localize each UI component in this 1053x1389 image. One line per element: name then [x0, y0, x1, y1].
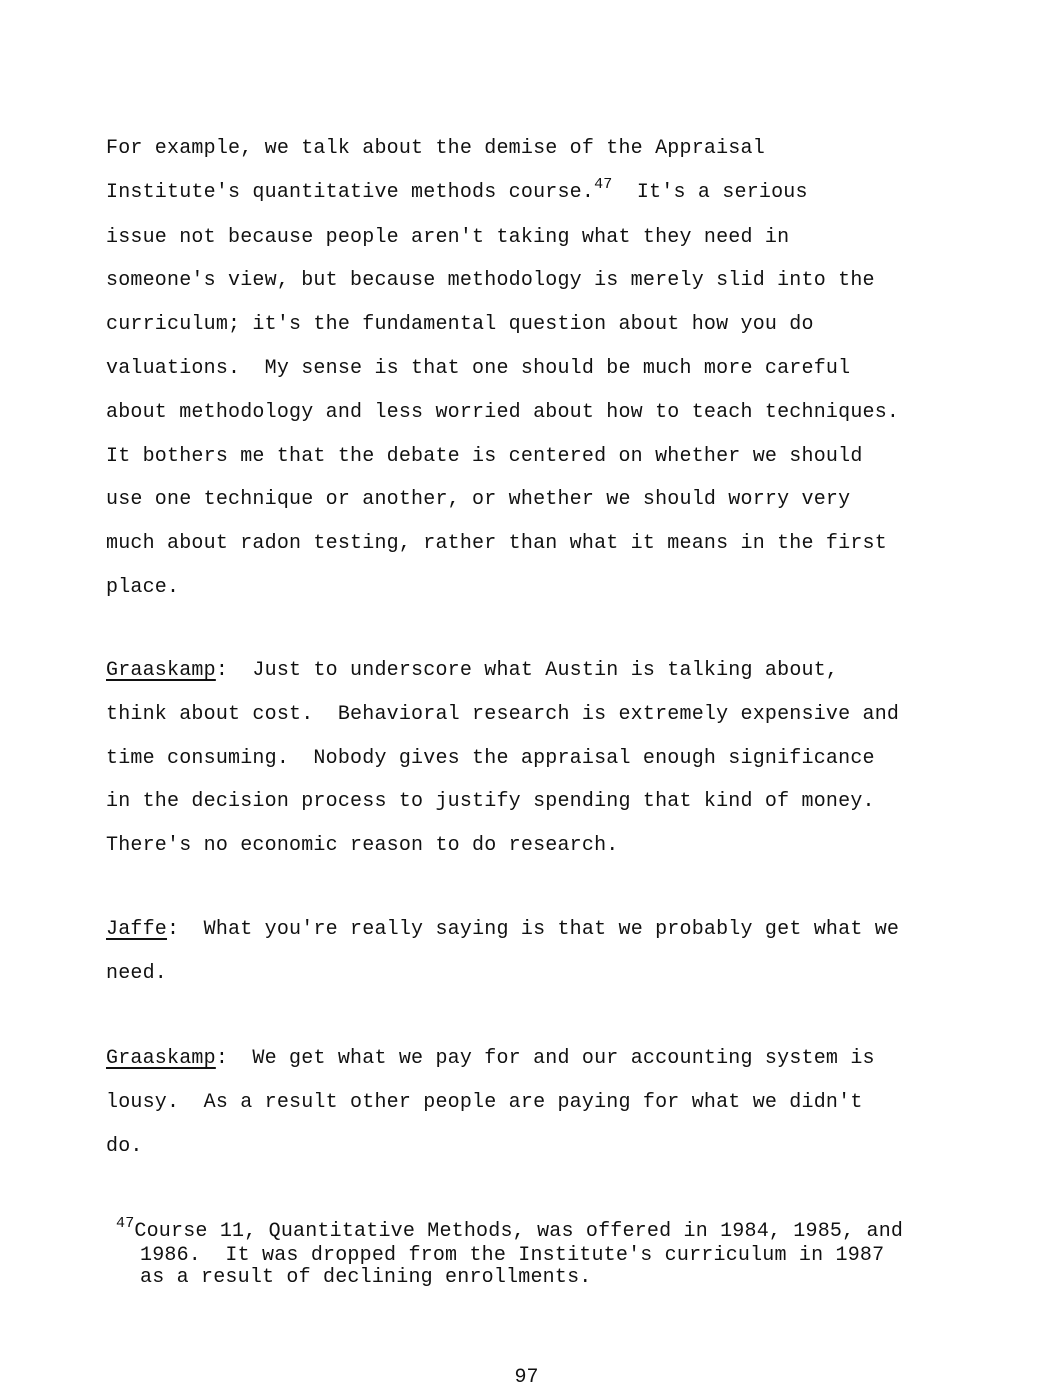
speaker-colon: :	[215, 1047, 229, 1070]
paragraph-4	[106, 1037, 986, 1168]
text-line: For example, we talk about the demise of the Appraisal	[106, 137, 765, 160]
text-line: need.	[106, 961, 168, 985]
text-line	[106, 908, 986, 952]
text-line: curriculum; it's the fundamental question about how you do	[106, 313, 814, 337]
text-line: in the decision process to justify spending that kind of money.	[106, 790, 875, 814]
text-fragment: Course 11, Quantitative Methods, was offered in 1984, 1985, and	[134, 1220, 904, 1243]
text-fragment: What you're really saying is that we probably get what we	[179, 918, 900, 941]
text-line	[106, 649, 986, 693]
text-fragment: Institute's quantitative methods course.	[106, 180, 595, 204]
speaker-colon: :	[167, 918, 180, 941]
text-line: about methodology and less worried about how to teach techniques.	[106, 400, 900, 424]
text-line	[106, 171, 986, 216]
text-line: It bothers me that the debate is centered on whether we should	[106, 444, 863, 468]
speaker-name: Graaskamp	[106, 1047, 216, 1070]
page-number: 97	[514, 1366, 539, 1389]
text-line: issue not because people aren't taking what they need in	[106, 225, 790, 249]
text-line: use one technique or another, or whether we should worry very	[106, 488, 851, 512]
text-line: place.	[106, 575, 180, 599]
text-line: someone's view, but because methodology is merely slid into the	[106, 269, 875, 293]
speaker-name: Graaskamp	[106, 659, 216, 682]
speaker-name: Jaffe	[106, 918, 168, 941]
text-line	[106, 1037, 986, 1081]
paragraph-3	[106, 908, 986, 996]
text-fragment: Just to underscore what Austin is talking about,	[228, 659, 839, 682]
footnote-line: as a result of declining enrollments.	[140, 1266, 592, 1289]
speaker-colon: :	[215, 659, 229, 682]
paragraph-2	[106, 649, 986, 868]
text-fragment: It's a serious	[612, 180, 808, 204]
text-line: time consuming. Nobody gives the appraisal enough significance	[106, 746, 875, 770]
text-line: do.	[106, 1134, 143, 1158]
footnote-line: 1986. It was dropped from the Institute's curriculum in 1987	[140, 1243, 885, 1267]
footnote-line	[116, 1215, 996, 1245]
text-fragment: We get what we pay for and our accounting system is	[228, 1047, 875, 1070]
text-line: much about radon testing, rather than what it means in the first	[106, 532, 887, 556]
text-line: lousy. As a result other people are paying for what we didn't	[106, 1090, 863, 1114]
paragraph-1	[106, 127, 986, 610]
text-line: valuations. My sense is that one should be much more careful	[106, 356, 851, 380]
footnote-reference: 47	[594, 175, 613, 193]
text-line: There's no economic reason to do research.	[106, 834, 619, 858]
footnote-marker: 47	[116, 1215, 135, 1232]
text-line: think about cost. Behavioral research is extremely expensive and	[106, 702, 900, 726]
footnote	[116, 1215, 996, 1290]
